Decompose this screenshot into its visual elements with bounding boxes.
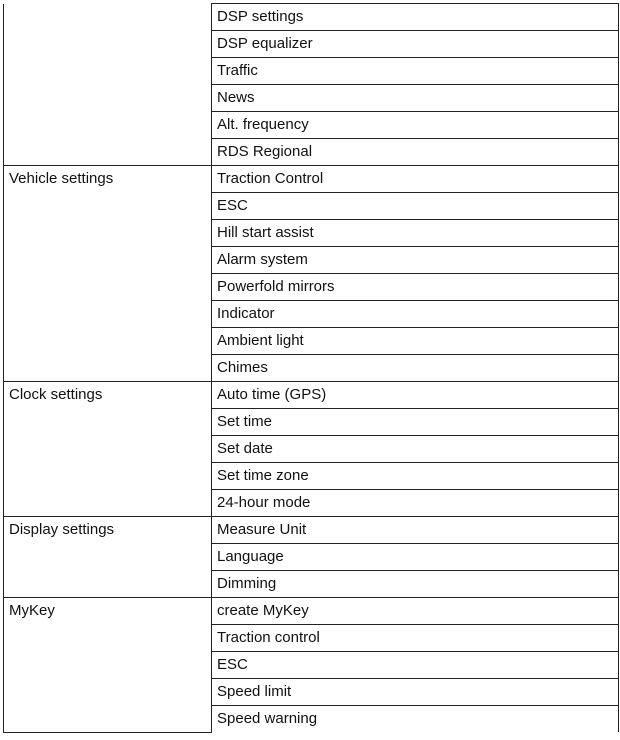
menu-item: Traffic — [212, 58, 619, 85]
menu-item: Indicator — [212, 301, 619, 328]
menu-item: Dimming — [212, 571, 619, 598]
menu-item: ESC — [212, 652, 619, 679]
menu-item: RDS Regional — [212, 139, 619, 166]
menu-item: Traction control — [212, 625, 619, 652]
menu-item: Set time — [212, 409, 619, 436]
menu-item: DSP equalizer — [212, 31, 619, 58]
menu-item: Hill start assist — [212, 220, 619, 247]
menu-item: Set time zone — [212, 463, 619, 490]
menu-item: Alt. frequency — [212, 112, 619, 139]
settings-menu-body — [4, 4, 619, 733]
menu-item: Chimes — [212, 355, 619, 382]
group-label — [4, 4, 212, 166]
menu-item: Traction Control — [212, 166, 619, 193]
menu-item: Set date — [212, 436, 619, 463]
menu-item: ESC — [212, 193, 619, 220]
menu-item: Speed limit — [212, 679, 619, 706]
menu-item: 24-hour mode — [212, 490, 619, 517]
table-row — [4, 598, 619, 625]
table-row — [4, 517, 619, 544]
menu-item: DSP settings — [212, 4, 619, 31]
group-label: Vehicle settings — [4, 166, 212, 382]
table-row — [4, 382, 619, 409]
menu-item: Auto time (GPS) — [212, 382, 619, 409]
table-row — [4, 4, 619, 31]
menu-item: Alarm system — [212, 247, 619, 274]
group-label: MyKey — [4, 598, 212, 733]
menu-item: Measure Unit — [212, 517, 619, 544]
menu-item: News — [212, 85, 619, 112]
menu-item: Language — [212, 544, 619, 571]
menu-item: Powerfold mirrors — [212, 274, 619, 301]
settings-menu-table — [3, 3, 619, 733]
menu-item: Speed warning — [212, 706, 619, 733]
menu-item: Ambient light — [212, 328, 619, 355]
group-label: Clock settings — [4, 382, 212, 517]
table-row — [4, 166, 619, 193]
group-label: Display settings — [4, 517, 212, 598]
menu-item: create MyKey — [212, 598, 619, 625]
